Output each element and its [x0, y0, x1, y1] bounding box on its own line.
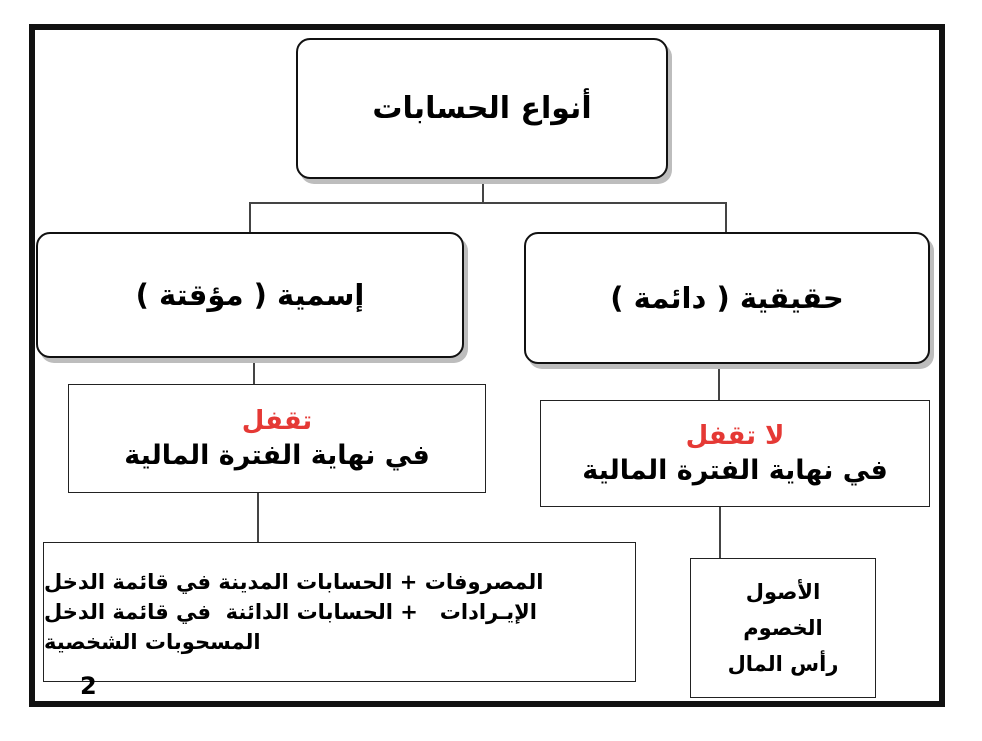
- real-accounts-label: حقيقية ( دائمة ): [610, 281, 844, 315]
- list-item: المصروفات + الحسابات المدينة في قائمة الدخل: [44, 570, 544, 594]
- real-accounts-node: [524, 232, 930, 364]
- real-status-period: في نهاية الفترة المالية: [582, 455, 888, 486]
- connector-left-list: [257, 493, 259, 542]
- connector-left-down: [249, 202, 251, 232]
- list-item: المسحوبات الشخصية: [44, 630, 261, 654]
- connector-root-down: [482, 179, 484, 203]
- connector-right-down: [725, 202, 727, 232]
- connector-right-list: [719, 507, 721, 558]
- nominal-accounts-node: [36, 232, 464, 358]
- list-item: رأس المال: [727, 652, 839, 676]
- real-accounts-list: [690, 558, 876, 698]
- root-node: [296, 38, 668, 179]
- nominal-accounts-list: [43, 542, 636, 682]
- real-status-not-closed: لا تقفل: [685, 421, 785, 451]
- root-label: أنواع الحسابات: [372, 91, 592, 126]
- nominal-status-closed: تقفل: [241, 406, 313, 436]
- list-item: الأصول: [745, 580, 821, 604]
- nominal-accounts-label: إسمية ( مؤقتة ): [135, 278, 365, 312]
- connector-right-status: [718, 364, 720, 400]
- real-status-box: [540, 400, 930, 507]
- connector-left-status: [253, 358, 255, 384]
- list-item: الإيـرادات + الحسابات الدائنة في قائمة الدخل: [44, 600, 538, 624]
- page-number: 2: [80, 672, 97, 700]
- nominal-status-box: [68, 384, 486, 493]
- connector-horizontal: [249, 202, 727, 204]
- nominal-status-period: في نهاية الفترة المالية: [124, 440, 430, 471]
- list-item: الخصوم: [743, 616, 823, 640]
